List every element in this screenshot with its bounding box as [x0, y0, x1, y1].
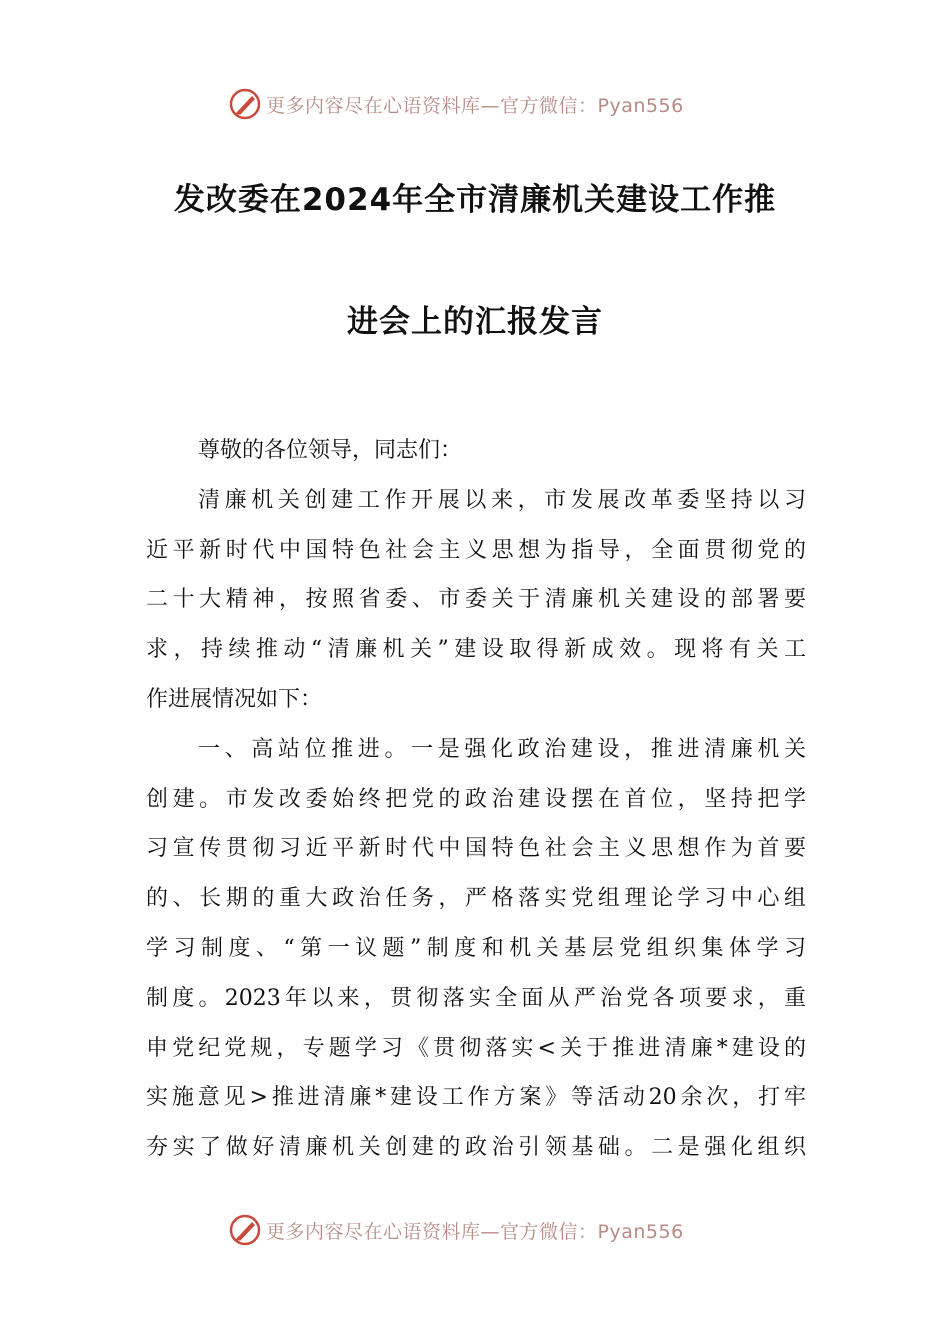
footer-banner: [0, 1208, 950, 1252]
body-line: 的、长期的重大政治任务，严格落实党组理论学习中心组: [146, 886, 806, 912]
document-title-line-1: 发改委在2024年全市清廉机关建设工作推: [173, 182, 777, 218]
pen-logo-icon: [228, 87, 262, 121]
document-title-line-2: 进会上的汇报发言: [347, 304, 603, 340]
body-line: 清廉机关创建工作开展以来，市发展改革委坚持以习: [198, 487, 806, 513]
body-line: 作进展情况如下：: [146, 686, 323, 712]
body-line: 申党纪党规，专题学习《贯彻落实<关于推进清廉*建设的: [146, 1035, 806, 1061]
body-line: 尊敬的各位领导，同志们：: [198, 438, 463, 463]
body-line: 近平新时代中国特色社会主义思想为指导，全面贯彻党的: [146, 537, 806, 563]
banner-text: 更多内容尽在心语资料库—官方微信：Pyan556: [266, 1220, 684, 1243]
body-line: 实施意见>推进清廉*建设工作方案》等活动20余次，打牢: [146, 1085, 806, 1111]
pen-logo-icon: [228, 1213, 262, 1247]
body-line: 习宣传贯彻习近平新时代中国特色社会主义思想作为首要: [146, 836, 806, 862]
header-banner: [0, 82, 950, 126]
body-line: 创建。市发改委始终把党的政治建设摆在首位，坚持把学: [146, 786, 806, 812]
body-line: 二十大精神，按照省委、市委关于清廉机关建设的部署要: [146, 587, 806, 613]
document-body: [146, 426, 806, 1173]
body-line: 夯实了做好清廉机关创建的政治引领基础。二是强化组织: [146, 1135, 806, 1161]
body-line: 求，持续推动“清廉机关”建设取得新成效。现将有关工: [146, 637, 806, 663]
banner-text: 更多内容尽在心语资料库—官方微信：Pyan556: [266, 94, 684, 117]
body-line: 制度。2023年以来，贯彻落实全面从严治党各项要求，重: [146, 985, 806, 1011]
body-line: 一、高站位推进。一是强化政治建设，推进清廉机关: [198, 736, 806, 762]
body-line: 学习制度、“第一议题”制度和机关基层党组织集体学习: [146, 935, 806, 961]
